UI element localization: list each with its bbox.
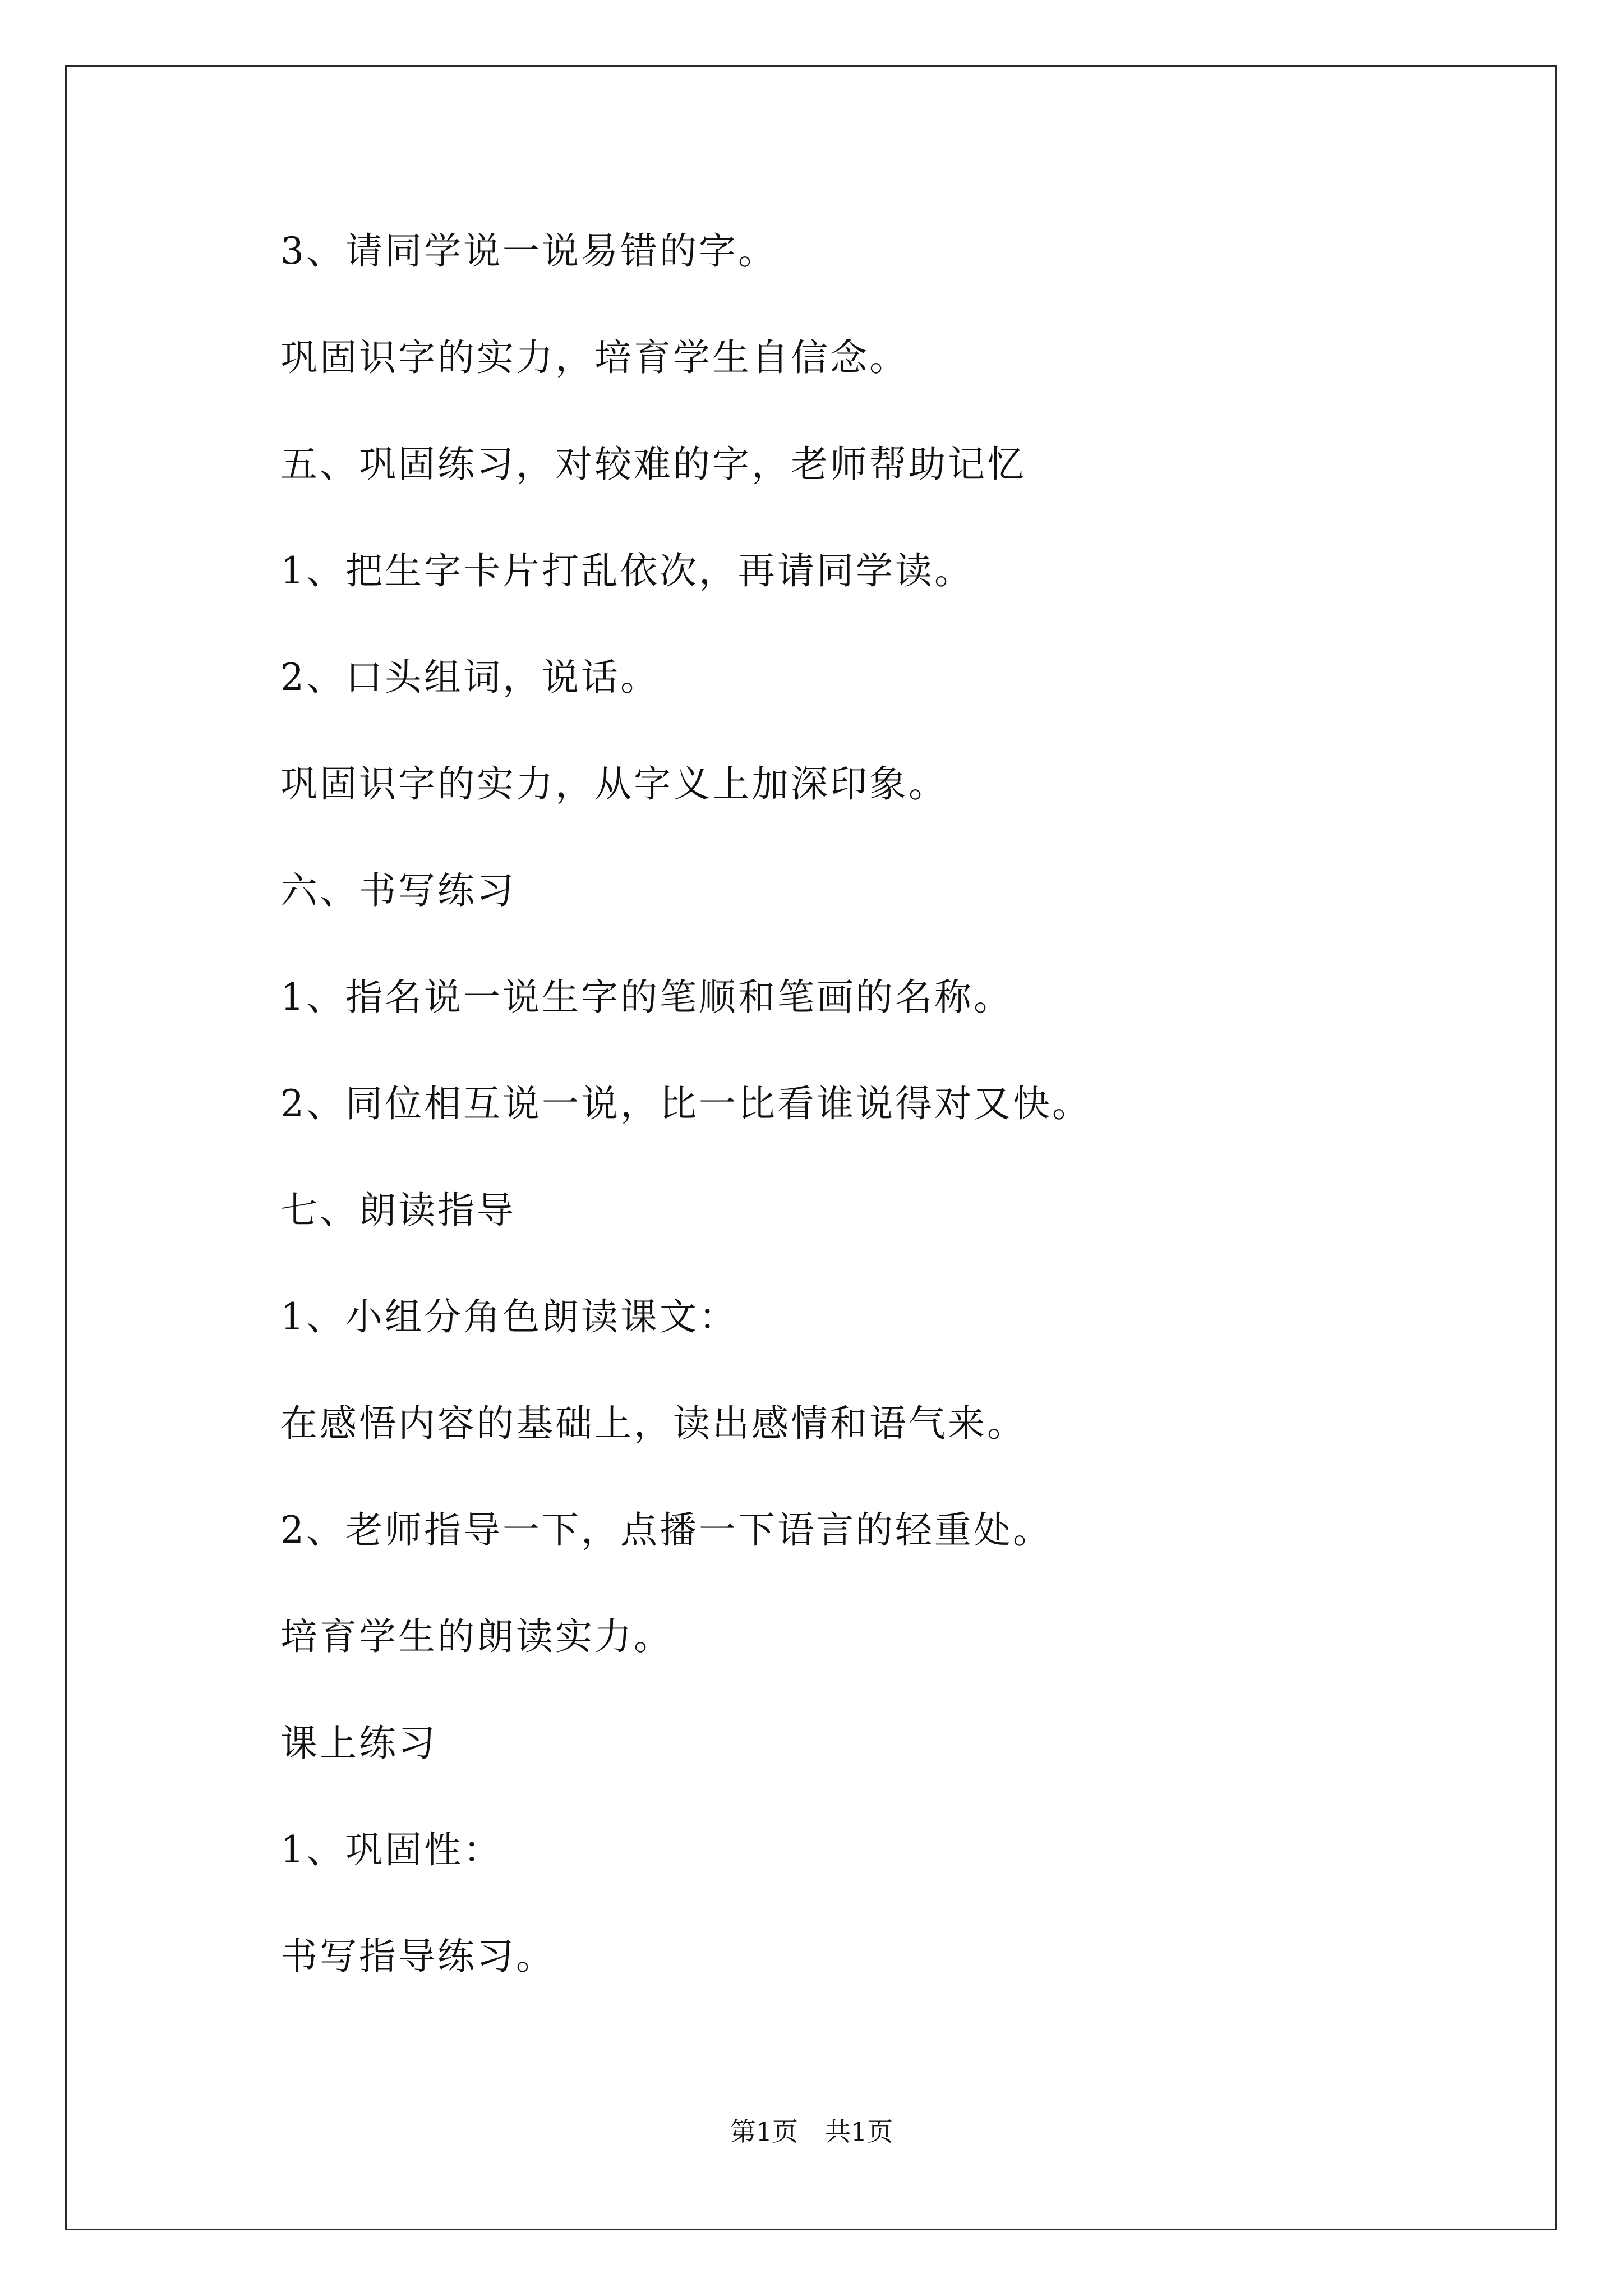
text-line: 巩固识字的实力，培育学生自信念。: [280, 336, 909, 379]
text-line: 培育学生的朗读实力。: [280, 1615, 673, 1658]
page-border: [65, 65, 1557, 2230]
text-line: 1、指名说一说生字的笔顺和笔画的名称。: [280, 976, 1013, 1019]
page-number: 第1页: [730, 2116, 798, 2147]
total-pages: 共1页: [825, 2116, 893, 2147]
text-line: 3、请同学说一说易错的字。: [280, 229, 777, 273]
text-line: 1、小组分角色朗读课文：: [280, 1295, 738, 1338]
section-heading: 七、朗读指导: [280, 1189, 516, 1232]
section-heading: 课上练习: [280, 1722, 437, 1765]
text-line: 1、把生字卡片打乱依次，再请同学读。: [280, 549, 974, 592]
section-heading: 六、书写练习: [280, 869, 516, 912]
text-line: 巩固识字的实力，从字义上加深印象。: [280, 762, 948, 806]
text-line: 2、老师指导一下，点播一下语言的轻重处。: [280, 1508, 1052, 1552]
text-line: 1、巩固性：: [280, 1828, 502, 1871]
page-footer: [0, 2115, 1623, 2148]
text-line: 书写指导练习。: [280, 1935, 555, 1978]
text-line: 2、口头组词，说话。: [280, 656, 660, 699]
text-line: 2、同位相互说一说，比一比看谁说得对又快。: [280, 1082, 1091, 1125]
text-line: 在感悟内容的基础上，读出感情和语气来。: [280, 1402, 1026, 1445]
section-heading: 五、巩固练习，对较难的字，老师帮助记忆: [280, 443, 1026, 486]
